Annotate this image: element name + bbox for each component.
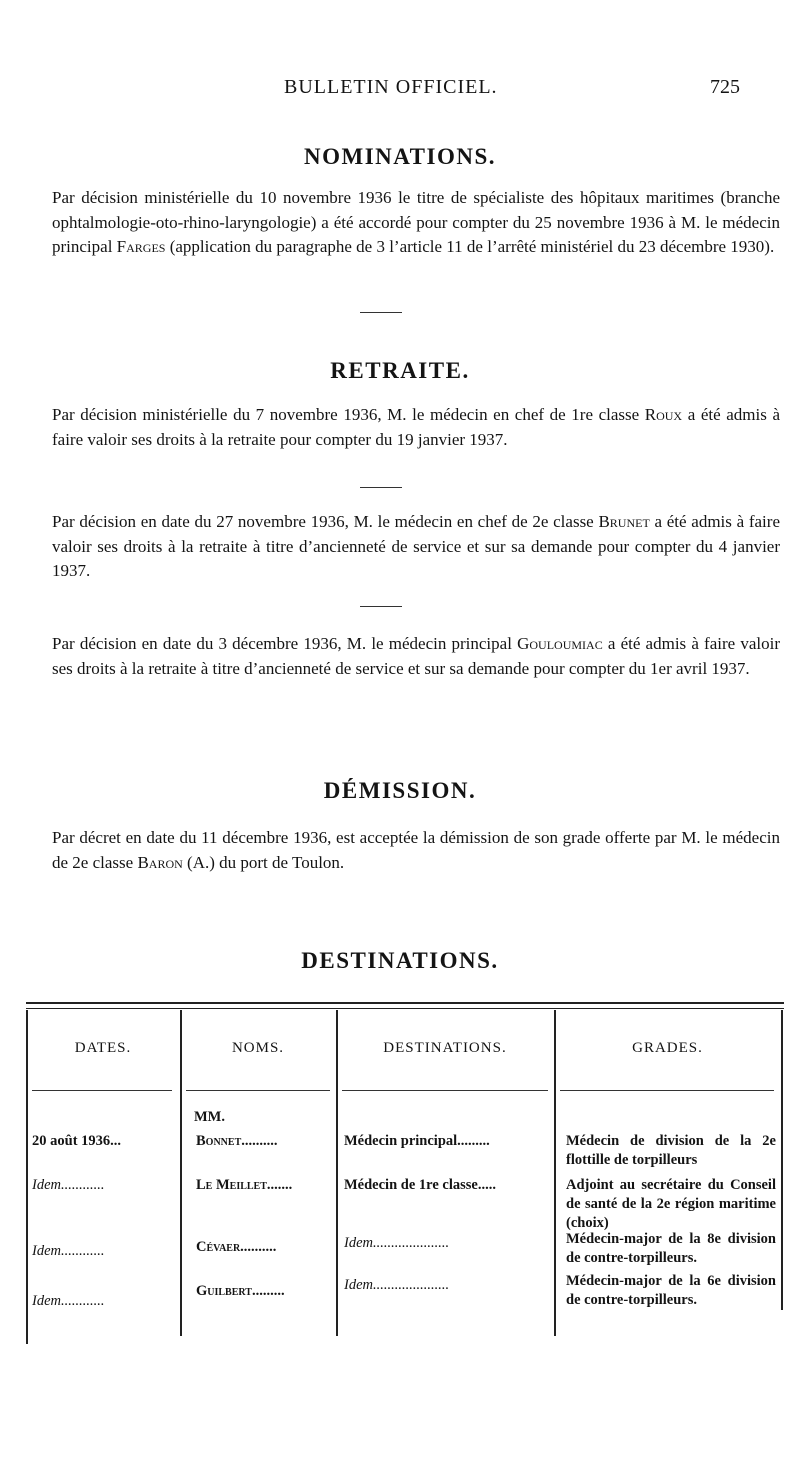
table-column-rule <box>554 1010 556 1336</box>
table-column-rule <box>781 1010 783 1310</box>
section-heading-retraite: RETRAITE. <box>330 358 470 383</box>
separator-rule <box>360 487 402 488</box>
table-row-3-destination <box>344 1234 550 1253</box>
paragraph-text: (A.) du port de Toulon. <box>182 852 345 872</box>
paragraph-text: a été admis à faire valoir ses droits à la retraite à titre d’ancienneté de service et sur sa demande pour compter du 4 janvier 1937. <box>52 512 780 580</box>
paragraph-text: Par décision en date du 3 décembre 1936, M. le médecin principal <box>52 634 518 653</box>
table-row-1-name <box>196 1132 332 1151</box>
table-row-4-name <box>196 1282 332 1301</box>
table-top-rule <box>26 1008 784 1009</box>
paragraph-text: a été admis à faire valoir ses droits à la retraite à titre d’ancienneté de service et sur sa demande pour compter du 1er avril 1937. <box>52 634 780 678</box>
table-row-1-date: 20 août 1936... <box>32 1133 122 1149</box>
paragraph-text: Par décision ministérielle du 10 novembre 1936 le titre de spécialiste des hôpitaux maritimes (branche ophtalmologie-oto-rhino-laryngologie) a été accordé pour compter du 25 novembre 1936 à M. le médecin principal <box>52 188 780 256</box>
table-top-rule <box>26 1002 784 1004</box>
section-heading-nominations: NOMINATIONS. <box>303 144 496 169</box>
retraite-paragraph-1 <box>52 403 780 452</box>
person-name: Farges <box>116 237 166 256</box>
person-name: Gouloumiac <box>517 634 603 653</box>
table-column-rule <box>180 1010 182 1336</box>
table-column-rule <box>26 1010 28 1344</box>
table-header-rule <box>560 1090 774 1091</box>
table-row-4-destination <box>344 1276 550 1295</box>
table-row-3-name <box>196 1238 332 1257</box>
page-number: 725 <box>710 76 740 98</box>
person-name: Roux <box>644 405 683 424</box>
paragraph-text: Par décision en date du 27 novembre 1936, M. le médecin en chef de 2e classe <box>52 512 599 531</box>
person-name: Guilbert......... <box>196 1283 285 1299</box>
retraite-paragraph-3 <box>52 632 780 681</box>
destinations-table <box>26 1002 784 1344</box>
idem-text: Idem............ <box>32 1243 105 1259</box>
table-row-2-name <box>196 1176 332 1195</box>
table-row-2-grade: Adjoint au secrétaire du Conseil de santé de la 2e région maritime (choix) <box>566 1177 776 1231</box>
table-row-2-destination: Médecin de 1re classe..... <box>344 1177 496 1193</box>
section-heading-demission: DÉMISSION. <box>323 778 477 803</box>
table-row-2-date <box>32 1176 178 1195</box>
nominations-paragraph <box>52 186 780 260</box>
idem-text: Idem..................... <box>344 1235 450 1251</box>
demission-paragraph <box>52 826 780 875</box>
table-header-rule <box>32 1090 172 1091</box>
column-header-noms: NOMS. <box>231 1040 285 1056</box>
separator-rule <box>360 606 402 607</box>
column-header-grades: GRADES. <box>632 1040 703 1056</box>
idem-text: Idem..................... <box>344 1277 450 1293</box>
paragraph-text: (application du paragraphe de 3 l’article 11 de l’arrêté ministériel du 23 décembre 1930). <box>165 237 775 256</box>
idem-text: Idem............ <box>32 1293 105 1309</box>
table-row-3-date <box>32 1242 178 1261</box>
column-header-destinations: DESTINATIONS. <box>383 1040 507 1056</box>
table-row-3-grade: Médecin-major de la 8e division de contre-torpilleurs. <box>566 1231 776 1266</box>
running-head <box>0 76 800 102</box>
table-header-rule <box>342 1090 548 1091</box>
running-title: BULLETIN OFFICIEL. <box>284 76 498 98</box>
table-header-rule <box>186 1090 330 1091</box>
retraite-paragraph-2 <box>52 510 780 584</box>
table-row-4-grade: Médecin-major de la 6e division de contre-torpilleurs. <box>566 1273 776 1308</box>
person-name: Le Meillet....... <box>196 1177 293 1193</box>
section-heading-destinations: DESTINATIONS. <box>301 948 499 973</box>
table-row-1-grade: Médecin de division de la 2e flottille de torpilleurs <box>566 1133 776 1168</box>
idem-text: Idem............ <box>32 1177 105 1193</box>
table-column-rule <box>336 1010 338 1336</box>
person-name: Baron <box>137 852 183 872</box>
paragraph-text: Par décret en date du 11 décembre 1936, est acceptée la démission de son grade offerte par M. le médecin de 2e classe <box>52 828 780 872</box>
column-header-dates: DATES. <box>74 1040 132 1056</box>
person-name: Bonnet.......... <box>196 1133 278 1149</box>
person-name: Brunet <box>598 512 650 531</box>
paragraph-text: Par décision ministérielle du 7 novembre 1936, M. le médecin en chef de 1re classe <box>52 405 645 424</box>
table-row-1-destination: Médecin principal......... <box>344 1133 490 1149</box>
separator-rule <box>360 312 402 313</box>
mm-label: MM. <box>194 1109 225 1125</box>
person-name: Cévaer.......... <box>196 1239 277 1255</box>
paragraph-text: a été admis à faire valoir ses droits à la retraite pour compter du 19 janvier 1937. <box>52 405 780 449</box>
table-row-4-date <box>32 1292 178 1311</box>
